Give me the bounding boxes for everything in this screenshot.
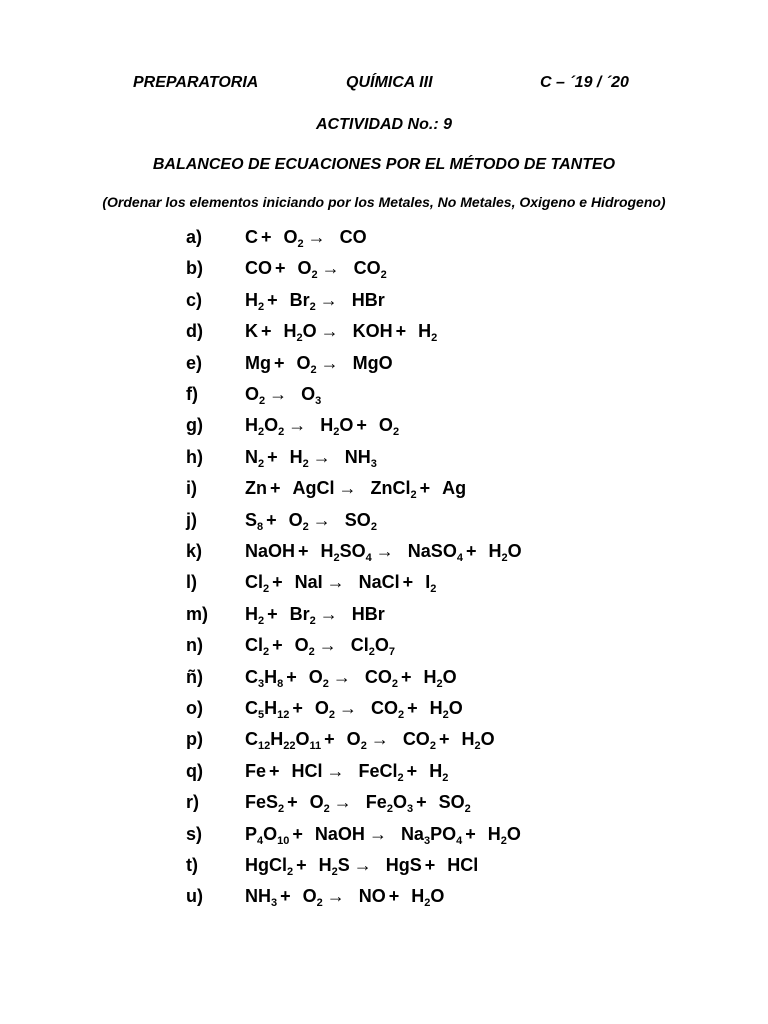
product-term: $H_2O$ — [429, 698, 463, 721]
product-term: $SO_2$ — [344, 509, 377, 533]
equation-row — [0, 761, 768, 789]
product-term: $CO_2$ — [402, 729, 436, 753]
equation-row — [0, 824, 768, 852]
plus-sign: + — [296, 855, 307, 875]
equation-label: s) — [186, 823, 203, 844]
chemical-equation — [245, 321, 438, 345]
product-term: $H_2O$ — [411, 886, 445, 910]
reactant-term: $Br_2$ — [289, 603, 316, 627]
plus-sign: + — [261, 321, 272, 342]
equation-label: o) — [186, 698, 203, 718]
plus-sign: + — [280, 886, 291, 907]
reactant-term: C — [245, 227, 258, 247]
reaction-arrow-icon: → — [339, 698, 358, 718]
reactant-term: Mg — [245, 352, 271, 373]
reaction-arrow-icon: → — [319, 603, 338, 624]
reaction-arrow-icon: → — [319, 289, 338, 310]
product-term: FeCl$_2$ — [358, 760, 404, 784]
equation-label: l) — [186, 572, 197, 593]
reaction-arrow-icon: → — [326, 886, 345, 907]
reaction-arrow-icon: → — [332, 666, 351, 687]
equation-label: n) — [186, 635, 203, 656]
plus-sign: + — [395, 321, 407, 342]
activity-number: ACTIVIDAD No.: 9 — [316, 116, 452, 133]
chemical-equation — [245, 447, 377, 468]
chemical-equation — [245, 353, 393, 374]
equation-label: a) — [186, 227, 203, 247]
instructions: (Ordenar los elementos iniciando por los Metales, No Metales, Oxigeno e Hidrogeno) — [102, 194, 666, 210]
reactant-term: $O_2$ — [346, 729, 367, 753]
equation-label: p) — [186, 729, 203, 750]
chemical-equation — [245, 824, 521, 845]
reactant-term: $H_2S$ — [318, 855, 350, 878]
plus-sign: + — [275, 258, 286, 279]
equation-row — [0, 729, 768, 757]
page-title: BALANCEO DE ECUACIONES POR EL MÉTODO DE TANTEO — [152, 156, 616, 173]
product-term: HgS — [385, 855, 422, 875]
product-term: NaCl — [358, 572, 400, 593]
equation-row — [0, 698, 768, 726]
product-term: HBr — [351, 603, 385, 624]
reaction-arrow-icon: → — [320, 321, 339, 342]
header-subject: QUÍMICA III — [346, 74, 433, 91]
equation-label: q) — [186, 760, 203, 781]
plus-sign: + — [298, 541, 309, 561]
reactant-term: HCl — [291, 760, 323, 781]
plus-sign: + — [419, 478, 431, 499]
reactant-term: $Cl_2$ — [245, 572, 270, 596]
product-term: $Na_3PO_4$ — [400, 823, 463, 847]
equation-label: e) — [186, 352, 203, 373]
chemical-equation — [245, 698, 463, 719]
product-term: $CO_2$ — [371, 698, 405, 721]
product-term: Ag — [442, 478, 467, 499]
plus-sign: + — [465, 823, 476, 844]
plus-sign: + — [402, 572, 414, 593]
plus-sign: + — [272, 572, 283, 593]
reactant-term: $H_2$ — [245, 603, 265, 627]
reactant-term: Fe — [245, 760, 267, 781]
plus-sign: + — [274, 352, 285, 373]
product-term: $H_2O$ — [487, 823, 521, 847]
reactant-term: $O_2$ — [294, 635, 315, 659]
header-cycle: C – ´19 / ´20 — [540, 74, 629, 91]
reactant-term: $NH_3$ — [245, 886, 278, 910]
reaction-arrow-icon: → — [370, 729, 389, 750]
product-term: $H_2O$ — [423, 666, 457, 690]
plus-sign: + — [292, 698, 303, 718]
equation-row — [0, 415, 768, 443]
product-term: $H_2O$ — [488, 541, 522, 564]
reactant-term: $P_4O_{10}$ — [245, 823, 290, 847]
reactant-term: $O_2$ — [283, 227, 304, 250]
equation-row — [0, 792, 768, 820]
plus-sign: + — [424, 855, 436, 875]
equation-label: t) — [186, 855, 198, 875]
equation-label: h) — [186, 446, 203, 467]
product-term: HCl — [447, 855, 479, 875]
equation-row — [0, 855, 768, 883]
reaction-arrow-icon: → — [375, 541, 394, 561]
chemical-equation — [245, 290, 385, 311]
equation-row — [0, 541, 768, 569]
chemical-equation — [245, 886, 445, 910]
equation-label: k) — [186, 541, 203, 561]
equation-label: u) — [186, 886, 203, 907]
product-term: $O_3$ — [301, 384, 322, 407]
plus-sign: + — [269, 760, 280, 781]
product-term: $SO_2$ — [438, 792, 471, 816]
equation-label: ñ) — [186, 666, 203, 687]
product-term: $H_2$ — [418, 321, 438, 345]
reaction-arrow-icon: → — [326, 572, 345, 593]
reaction-arrow-icon: → — [307, 227, 326, 247]
equation-row — [0, 258, 768, 286]
product-term: $CO_2$ — [353, 258, 387, 282]
reactant-term: $C_5H_{12}$ — [245, 698, 290, 721]
reaction-arrow-icon: → — [269, 384, 288, 404]
equation-row — [0, 667, 768, 695]
chemical-equation — [245, 572, 437, 596]
reactant-term: $C_3H_8$ — [245, 666, 284, 690]
product-term: $NH_3$ — [344, 446, 377, 470]
reactant-term: CO — [245, 258, 272, 279]
chemical-equation — [245, 478, 467, 502]
plus-sign: + — [416, 792, 427, 813]
reactant-term: $Br_2$ — [289, 289, 316, 313]
reaction-arrow-icon: → — [326, 760, 345, 781]
reaction-arrow-icon: → — [368, 823, 387, 844]
product-term: $Cl_2O_7$ — [350, 635, 396, 659]
reaction-arrow-icon: → — [318, 635, 337, 656]
plus-sign: + — [407, 698, 418, 718]
chemical-equation — [245, 227, 367, 248]
reactant-term: $O_2$ — [302, 886, 323, 910]
reactant-term: $H_2$ — [289, 446, 309, 470]
equation-label: j) — [186, 509, 197, 530]
equation-label: i) — [186, 478, 197, 499]
reaction-arrow-icon: → — [338, 478, 357, 499]
equation-row — [0, 353, 768, 381]
product-term: $CO_2$ — [364, 666, 399, 690]
product-term: $Fe_2O_3$ — [365, 792, 414, 816]
equation-row — [0, 227, 768, 255]
plus-sign: + — [406, 760, 418, 781]
chemical-equation — [245, 729, 495, 753]
reactant-term: NaOH — [314, 823, 365, 844]
equation-row — [0, 510, 768, 538]
product-term: $H_2O$ — [320, 415, 354, 439]
chemical-equation — [245, 541, 522, 562]
plus-sign: + — [266, 509, 277, 530]
equation-row — [0, 321, 768, 349]
chemical-equation — [245, 415, 400, 439]
reaction-arrow-icon: → — [333, 792, 352, 813]
reactant-term: $H_2$ — [245, 289, 265, 313]
reaction-arrow-icon: → — [312, 509, 331, 530]
equation-label: c) — [186, 289, 203, 310]
reaction-arrow-icon: → — [312, 446, 331, 467]
chemical-equation — [245, 761, 448, 782]
product-term: $O_2$ — [378, 415, 400, 439]
reactant-term: FeS$_2$ — [245, 792, 285, 816]
equation-label: f) — [186, 384, 198, 404]
product-term: $I_2$ — [425, 572, 437, 596]
plus-sign: + — [272, 635, 283, 656]
reactant-term: K — [245, 321, 258, 342]
plus-sign: + — [267, 446, 278, 467]
plus-sign: + — [324, 729, 335, 750]
reactant-term: $O_2$ — [288, 509, 309, 533]
chemical-equation — [245, 258, 387, 282]
reaction-arrow-icon: → — [288, 415, 307, 436]
reactant-term: $O_2$ — [309, 792, 330, 816]
reactant-term: $N_2$ — [245, 446, 265, 470]
plus-sign: + — [465, 541, 477, 561]
product-term: HBr — [351, 289, 385, 310]
reactant-term: $O_2$ — [245, 384, 266, 407]
plus-sign: + — [356, 415, 367, 436]
plus-sign: + — [267, 289, 278, 310]
reactant-term: $H_2O$ — [283, 321, 317, 345]
equation-row — [0, 572, 768, 600]
plus-sign: + — [388, 886, 400, 907]
equation-label: g) — [186, 415, 203, 436]
equation-label: d) — [186, 321, 203, 342]
reaction-arrow-icon: → — [321, 258, 340, 279]
reactant-term: $C_{12}H_{22}O_{11}$ — [245, 729, 322, 753]
plus-sign: + — [292, 823, 303, 844]
reactant-term: NaOH — [245, 541, 296, 561]
product-term: KOH — [352, 321, 393, 342]
reactant-term: $O_2$ — [296, 352, 317, 376]
reactant-term: HgCl$_2$ — [245, 855, 294, 878]
product-term: MgO — [352, 352, 393, 373]
reactant-term: Zn — [245, 478, 267, 499]
equation-label: m) — [186, 603, 208, 624]
product-term: $H_2O$ — [461, 729, 495, 753]
plus-sign: + — [286, 666, 297, 687]
equation-row — [0, 447, 768, 475]
equation-row — [0, 635, 768, 663]
chemical-equation — [245, 510, 377, 531]
equation-row — [0, 604, 768, 632]
reactant-term: $H_2O_2$ — [245, 415, 285, 439]
plus-sign: + — [438, 729, 450, 750]
chemical-equation — [245, 855, 478, 876]
chemical-equation — [245, 667, 457, 688]
reactant-term: $S_8$ — [245, 509, 264, 533]
reactant-term: NaI — [294, 572, 323, 593]
chemical-equation — [245, 604, 385, 625]
product-term: NO — [358, 886, 386, 907]
plus-sign: + — [267, 603, 278, 624]
chemical-equation — [245, 792, 471, 816]
product-term: NaSO$_4$ — [407, 541, 463, 564]
product-term: CO — [339, 227, 367, 247]
product-term: ZnCl$_2$ — [370, 478, 417, 502]
reactant-term: $Cl_2$ — [245, 635, 270, 659]
reaction-arrow-icon: → — [320, 352, 339, 373]
reactant-term: $O_2$ — [297, 258, 318, 282]
reaction-arrow-icon: → — [353, 855, 372, 875]
equation-row — [0, 290, 768, 318]
chemical-equation — [245, 635, 396, 659]
plus-sign: + — [401, 666, 412, 687]
plus-sign: + — [270, 478, 281, 499]
reactant-term: $O_2$ — [308, 666, 329, 690]
reactant-term: $O_2$ — [314, 698, 336, 721]
equation-row — [0, 886, 768, 914]
header-school: PREPARATORIA — [133, 74, 259, 91]
reactant-term: AgCl — [292, 478, 335, 499]
equation-label: r) — [186, 792, 199, 813]
equation-label: b) — [186, 258, 203, 279]
equation-row — [0, 478, 768, 506]
equation-row — [0, 384, 768, 412]
plus-sign: + — [261, 227, 272, 247]
plus-sign: + — [287, 792, 298, 813]
chemical-equation — [245, 384, 321, 405]
product-term: $H_2$ — [429, 760, 449, 784]
reactant-term: $H_2SO_4$ — [320, 541, 372, 564]
